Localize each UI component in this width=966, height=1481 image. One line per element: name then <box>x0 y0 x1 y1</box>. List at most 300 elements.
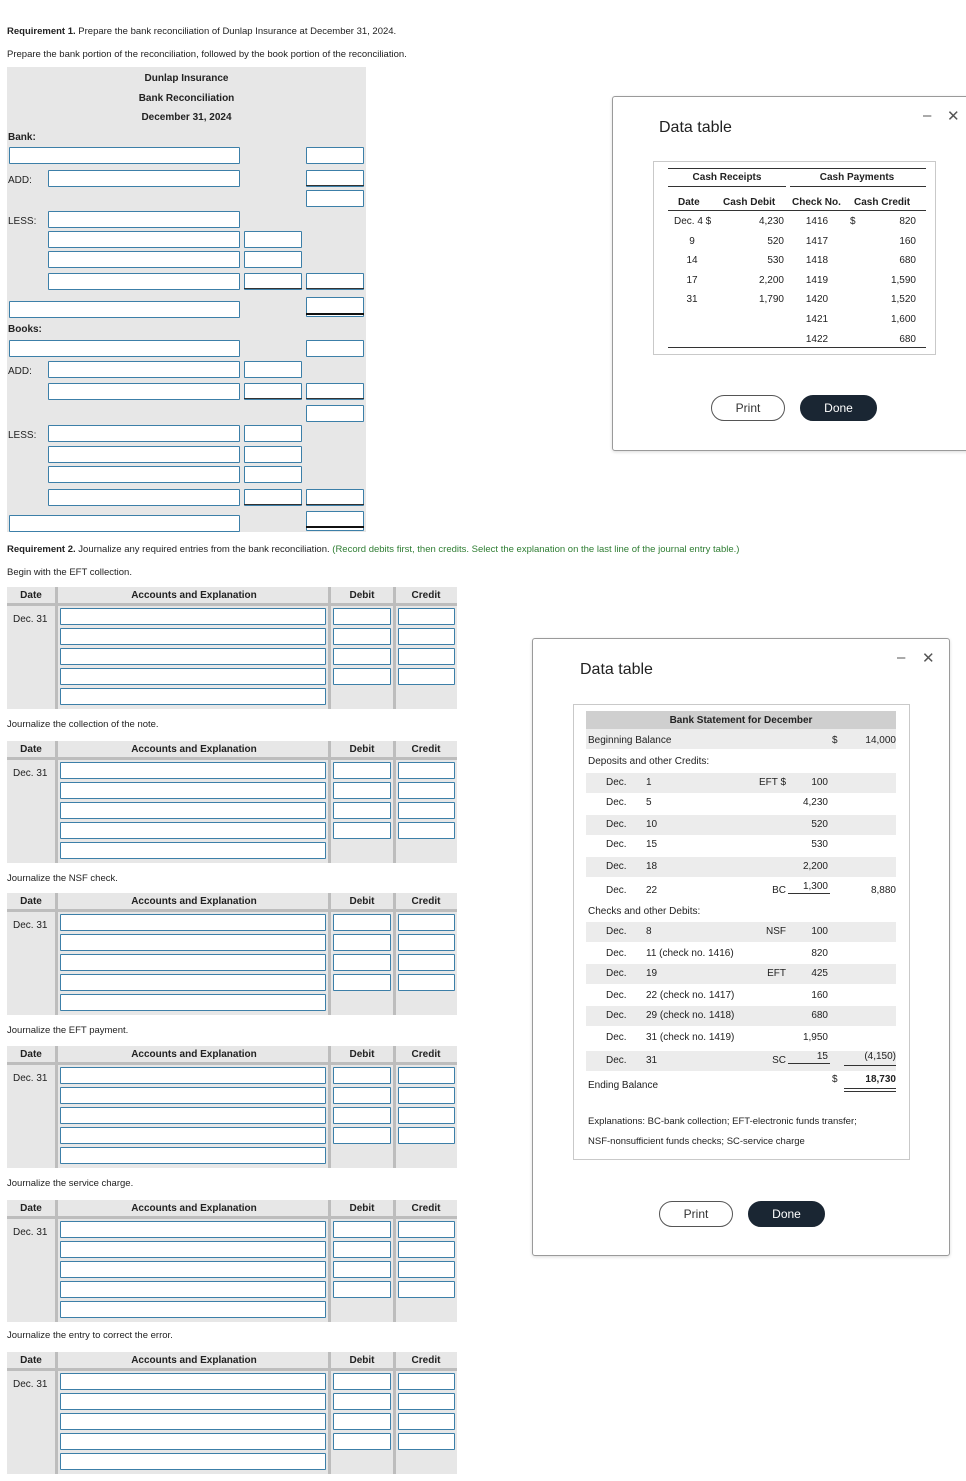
books-less-description-2[interactable] <box>48 446 240 463</box>
journal-account-field[interactable] <box>60 1087 326 1104</box>
journal-account-field[interactable] <box>60 1107 326 1124</box>
journal-col-debit: Debit <box>349 1203 375 1214</box>
group-rule <box>668 186 786 187</box>
journal-divider <box>328 1352 331 1474</box>
underline <box>306 185 364 186</box>
journal-debit-field[interactable] <box>333 954 391 971</box>
journal-debit-field[interactable] <box>333 608 391 625</box>
journal-account-field[interactable] <box>60 1147 326 1164</box>
journal-prompt: Journalize the entry to correct the error. <box>7 1330 173 1341</box>
deposit-amount: 530 <box>811 839 828 850</box>
journal-account-field[interactable] <box>60 648 326 665</box>
journal-col-date: Date <box>20 590 42 601</box>
underline <box>244 288 302 289</box>
underline <box>244 504 302 505</box>
journal-date: Dec. 31 <box>13 920 48 931</box>
journal-credit-field[interactable] <box>398 822 455 839</box>
reconciliation-title: Bank Reconciliation <box>138 93 235 104</box>
deposit-day: 5 <box>646 797 652 808</box>
ending-balance-value: 18,730 <box>865 1074 896 1085</box>
debit-day: 29 (check no. 1418) <box>646 1010 735 1021</box>
journal-header-rule <box>7 909 457 912</box>
data-table-popup-cash <box>612 96 966 451</box>
journal-account-field[interactable] <box>60 608 326 625</box>
bank-label: Bank: <box>8 132 36 143</box>
journal-account-field[interactable] <box>60 762 326 779</box>
journal-divider <box>55 1352 58 1474</box>
journal-credit-field[interactable] <box>398 954 455 971</box>
total-rule <box>844 1088 896 1089</box>
books-balance-amount[interactable] <box>306 340 364 357</box>
journal-debit-field[interactable] <box>333 1107 391 1124</box>
journal-account-field[interactable] <box>60 802 326 819</box>
receipt-amount: 530 <box>767 255 784 267</box>
journal-debit-field[interactable] <box>333 934 391 951</box>
data-table-popup-statement <box>532 638 950 1256</box>
journal-divider <box>55 741 58 863</box>
requirement1-line2: Prepare the bank portion of the reconciliation, followed by the book portion of the reconciliation. <box>7 49 407 60</box>
journal-divider <box>393 1352 396 1474</box>
minimize-icon[interactable]: – <box>923 107 932 124</box>
books-add-label: ADD: <box>8 366 32 377</box>
journal-credit-field[interactable] <box>398 782 455 799</box>
debit-code: SC <box>772 1055 786 1066</box>
journal-col-date: Date <box>20 1203 42 1214</box>
reconciliation-date: December 31, 2024 <box>141 112 232 123</box>
journal-debit-field[interactable] <box>333 1433 391 1450</box>
beginning-balance-label: Beginning Balance <box>588 735 672 746</box>
deposit-day: 1 <box>646 777 652 788</box>
check-number: 1418 <box>805 255 829 267</box>
dollar-sign: $ <box>850 216 856 227</box>
deposit-amount: 100 <box>811 777 828 788</box>
journal-credit-field[interactable] <box>398 762 455 779</box>
journal-col-debit: Debit <box>349 1355 375 1366</box>
popup-title: Data table <box>659 119 732 136</box>
journal-debit-field[interactable] <box>333 762 391 779</box>
total-rule <box>844 1065 896 1066</box>
journal-account-field[interactable] <box>60 822 326 839</box>
debit-amount: 680 <box>811 1010 828 1021</box>
journal-date: Dec. 31 <box>13 768 48 779</box>
journal-account-field[interactable] <box>60 842 326 859</box>
journal-debit-field[interactable] <box>333 1127 391 1144</box>
journal-debit-field[interactable] <box>333 1241 391 1258</box>
journal-divider <box>328 1046 331 1168</box>
check-number: 1416 <box>805 216 829 227</box>
journal-debit-field[interactable] <box>333 1221 391 1238</box>
explanations-line-2: NSF-nonsufficient funds checks; SC-service charge <box>588 1136 805 1147</box>
bank-statement-table <box>573 704 910 1160</box>
journal-account-field[interactable] <box>60 994 326 1011</box>
deposit-day: 22 <box>646 885 658 896</box>
underline <box>306 288 364 289</box>
receipt-amount: 2,200 <box>758 274 784 286</box>
bank-balance-description[interactable] <box>9 147 240 164</box>
books-balance-description[interactable] <box>9 340 240 357</box>
journal-debit-field[interactable] <box>333 974 391 991</box>
debit-day: 31 <box>646 1055 658 1066</box>
receipt-amount: 520 <box>767 235 784 247</box>
journal-credit-field[interactable] <box>398 1107 455 1124</box>
debit-amount: 100 <box>811 926 828 937</box>
journal-account-field[interactable] <box>60 1413 326 1430</box>
journal-credit-field[interactable] <box>398 934 455 951</box>
deposit-amount: 4,230 <box>802 797 828 808</box>
col-check-no: Check No. <box>792 197 841 208</box>
journal-col-accounts: Accounts and Explanation <box>131 1355 257 1366</box>
ending-balance-label: Ending Balance <box>588 1080 659 1091</box>
deposits-label: Deposits and other Credits: <box>588 756 710 767</box>
journal-divider <box>328 893 331 1015</box>
journal-debit-field[interactable] <box>333 1393 391 1410</box>
debit-day: 31 (check no. 1419) <box>646 1032 735 1043</box>
deposit-month: Dec. <box>606 797 627 808</box>
books-less-description-1[interactable] <box>48 425 240 442</box>
journal-header-rule <box>7 603 457 606</box>
journal-account-field[interactable] <box>60 668 326 685</box>
table-bottom-rule <box>668 347 926 348</box>
deposit-amount: 2,200 <box>802 861 828 872</box>
journal-col-credit: Credit <box>411 590 441 601</box>
journal-debit-field[interactable] <box>333 1087 391 1104</box>
journal-credit-field[interactable] <box>398 1373 455 1390</box>
total-rule <box>844 1091 896 1092</box>
debit-amount: 820 <box>811 948 828 959</box>
journal-account-field[interactable] <box>60 1301 326 1318</box>
deposit-month: Dec. <box>606 819 627 830</box>
receipt-date: 17 <box>686 274 698 286</box>
journal-header-rule <box>7 1368 457 1371</box>
journal-account-field[interactable] <box>60 1127 326 1144</box>
journal-prompt: Journalize the collection of the note. <box>7 719 159 730</box>
row-shade <box>586 815 896 835</box>
journal-account-field[interactable] <box>60 1067 326 1084</box>
underline <box>244 398 302 399</box>
journal-debit-field[interactable] <box>333 668 391 685</box>
journal-credit-field[interactable] <box>398 914 455 931</box>
cash-credit: 820 <box>899 216 916 227</box>
done-button[interactable]: Done <box>800 395 877 421</box>
cash-credit: 1,590 <box>890 274 916 286</box>
deposit-month: Dec. <box>606 839 627 850</box>
books-adjusted-balance-label[interactable] <box>9 515 240 532</box>
journal-col-credit: Credit <box>411 896 441 907</box>
journal-account-field[interactable] <box>60 1221 326 1238</box>
journal-prompt: Journalize the EFT payment. <box>7 1025 129 1036</box>
journal-account-field[interactable] <box>60 1453 326 1470</box>
debit-amount: 1,950 <box>802 1032 828 1043</box>
print-button[interactable]: Print <box>711 395 785 421</box>
debit-month: Dec. <box>606 948 627 959</box>
journal-account-field[interactable] <box>60 934 326 951</box>
books-less-amount-1[interactable] <box>244 425 302 442</box>
requirement1-line1 <box>7 26 396 37</box>
journal-date: Dec. 31 <box>13 614 48 625</box>
journal-account-field[interactable] <box>60 1373 326 1390</box>
journal-col-date: Date <box>20 896 42 907</box>
check-number: 1419 <box>805 274 829 286</box>
journal-credit-field[interactable] <box>398 1433 455 1450</box>
requirement1-text: Prepare the bank reconciliation of Dunlap Insurance at December 31, 2024. <box>78 26 397 37</box>
journal-col-accounts: Accounts and Explanation <box>131 590 257 601</box>
journal-col-debit: Debit <box>349 590 375 601</box>
journal-debit-field[interactable] <box>333 802 391 819</box>
explanations-line-1: Explanations: BC-bank collection; EFT-electronic funds transfer; <box>588 1116 857 1127</box>
books-less-amount-3[interactable] <box>244 466 302 483</box>
journal-debit-field[interactable] <box>333 648 391 665</box>
journal-credit-field[interactable] <box>398 1393 455 1410</box>
receipt-date: 14 <box>686 255 698 267</box>
journal-divider <box>55 1200 58 1322</box>
journal-col-debit: Debit <box>349 1049 375 1060</box>
books-add-amount-1[interactable] <box>244 361 302 378</box>
bank-add-description[interactable] <box>48 170 240 187</box>
journal-col-date: Date <box>20 744 42 755</box>
journal-debit-field[interactable] <box>333 1413 391 1430</box>
journal-account-field[interactable] <box>60 628 326 645</box>
total-rule <box>788 1063 830 1064</box>
journal-divider <box>393 587 396 709</box>
company-name: Dunlap Insurance <box>144 73 229 84</box>
check-number: 1417 <box>805 235 829 247</box>
requirement2-line <box>7 544 739 555</box>
row-shade <box>586 922 896 942</box>
done-button[interactable]: Done <box>748 1201 825 1227</box>
statement-title: Bank Statement for December <box>669 715 813 726</box>
close-icon[interactable]: ✕ <box>922 650 935 667</box>
deposit-month: Dec. <box>606 885 627 896</box>
cash-credit: 680 <box>899 333 916 345</box>
cash-credit: 1,600 <box>890 314 916 325</box>
row-shade <box>586 964 896 984</box>
col-date: Date <box>678 197 700 208</box>
journal-account-field[interactable] <box>60 1241 326 1258</box>
journal-account-field[interactable] <box>60 1261 326 1278</box>
check-number: 1420 <box>805 294 829 306</box>
cash-payments-header: Cash Payments <box>819 172 895 183</box>
journal-debit-field[interactable] <box>333 1067 391 1084</box>
books-less-description-4[interactable] <box>48 489 240 506</box>
deposit-month: Dec. <box>606 861 627 872</box>
debit-month: Dec. <box>606 990 627 1001</box>
bank-balance-amount[interactable] <box>306 147 364 164</box>
dollar-sign: $ <box>832 1074 838 1085</box>
header-rule <box>668 210 926 211</box>
underline <box>306 398 364 399</box>
journal-account-field[interactable] <box>60 1433 326 1450</box>
journal-account-field[interactable] <box>60 782 326 799</box>
beginning-balance-value: 14,000 <box>865 735 896 746</box>
journal-header-rule <box>7 1062 457 1065</box>
journal-divider <box>55 893 58 1015</box>
journal-divider <box>55 587 58 709</box>
cash-records-table <box>653 161 936 355</box>
debits-total: (4,150) <box>864 1051 896 1062</box>
journal-divider <box>393 741 396 863</box>
row-shade <box>586 857 896 877</box>
books-less-amount-2[interactable] <box>244 446 302 463</box>
check-number: 1422 <box>805 333 829 345</box>
group-rule <box>790 186 926 187</box>
journal-debit-field[interactable] <box>333 782 391 799</box>
bank-adjusted-subtotal[interactable] <box>306 190 364 207</box>
journal-prompt: Begin with the EFT collection. <box>7 567 132 578</box>
journal-col-accounts: Accounts and Explanation <box>131 744 257 755</box>
journal-col-accounts: Accounts and Explanation <box>131 1203 257 1214</box>
journal-account-field[interactable] <box>60 688 326 705</box>
cash-credit: 1,520 <box>890 294 916 306</box>
row-shade <box>586 773 896 793</box>
debit-amount: 425 <box>811 968 828 979</box>
journal-col-credit: Credit <box>411 1355 441 1366</box>
journal-date: Dec. 31 <box>13 1073 48 1084</box>
bank-less-label: LESS: <box>8 216 37 227</box>
books-add-description-1[interactable] <box>48 361 240 378</box>
journal-debit-field[interactable] <box>333 822 391 839</box>
journal-debit-field[interactable] <box>333 628 391 645</box>
bank-less-description-1[interactable] <box>48 211 240 228</box>
deposit-month: Dec. <box>606 777 627 788</box>
double-underline <box>306 526 364 528</box>
total-rule <box>788 893 830 894</box>
journal-divider <box>393 1046 396 1168</box>
journal-credit-field[interactable] <box>398 974 455 991</box>
bank-less-description-2[interactable] <box>48 231 240 248</box>
journal-debit-field[interactable] <box>333 1373 391 1390</box>
journal-credit-field[interactable] <box>398 1127 455 1144</box>
bank-less-amount-2[interactable] <box>244 231 302 248</box>
journal-date: Dec. 31 <box>13 1227 48 1238</box>
checks-label: Checks and other Debits: <box>588 906 701 917</box>
minimize-icon[interactable]: – <box>897 649 906 666</box>
journal-credit-field[interactable] <box>398 608 455 625</box>
double-underline <box>306 313 364 315</box>
journal-col-date: Date <box>20 1049 42 1060</box>
row-shade <box>586 1006 896 1026</box>
cash-receipts-header: Cash Receipts <box>692 172 762 183</box>
books-less-description-3[interactable] <box>48 466 240 483</box>
debit-day: 11 (check no. 1416) <box>646 948 734 959</box>
journal-col-debit: Debit <box>349 744 375 755</box>
debit-day: 19 <box>646 968 658 979</box>
books-label: Books: <box>8 324 42 335</box>
journal-divider <box>328 587 331 709</box>
journal-credit-field[interactable] <box>398 648 455 665</box>
journal-credit-field[interactable] <box>398 668 455 685</box>
receipt-date: 31 <box>686 294 698 306</box>
books-adjusted-balance[interactable] <box>306 511 364 531</box>
deposit-code: BC <box>772 885 786 896</box>
deposit-day: 15 <box>646 839 658 850</box>
journal-col-debit: Debit <box>349 896 375 907</box>
journal-debit-field[interactable] <box>333 914 391 931</box>
books-add-description-2[interactable] <box>48 383 240 400</box>
journal-col-credit: Credit <box>411 744 441 755</box>
journal-prompt: Journalize the NSF check. <box>7 873 118 884</box>
popup-title: Data table <box>580 661 653 678</box>
books-less-label: LESS: <box>8 430 37 441</box>
deposit-amount: 1,300 <box>802 881 828 892</box>
deposit-day: 18 <box>646 861 658 872</box>
journal-credit-field[interactable] <box>398 1261 455 1278</box>
dollar-sign: $ <box>832 735 838 746</box>
print-button[interactable]: Print <box>659 1201 733 1227</box>
journal-account-field[interactable] <box>60 954 326 971</box>
journal-divider <box>393 1200 396 1322</box>
journal-account-field[interactable] <box>60 1393 326 1410</box>
requirement1-label: Requirement 1. <box>7 26 76 37</box>
journal-header-rule <box>7 1216 457 1219</box>
deposits-total: 8,880 <box>870 885 896 896</box>
journal-credit-field[interactable] <box>398 1241 455 1258</box>
receipt-date: Dec. 4 $ <box>674 216 712 227</box>
receipt-amount: 1,790 <box>758 294 784 306</box>
journal-col-credit: Credit <box>411 1203 441 1214</box>
journal-account-field[interactable] <box>60 914 326 931</box>
bank-less-amount-3[interactable] <box>244 251 302 268</box>
deposit-day: 10 <box>646 819 658 830</box>
debit-month: Dec. <box>606 1055 627 1066</box>
debit-month: Dec. <box>606 1010 627 1021</box>
journal-account-field[interactable] <box>60 974 326 991</box>
debit-month: Dec. <box>606 926 627 937</box>
debit-code: EFT <box>767 968 786 979</box>
check-number: 1421 <box>805 314 829 325</box>
journal-credit-field[interactable] <box>398 1281 455 1298</box>
journal-credit-field[interactable] <box>398 1067 455 1084</box>
journal-col-credit: Credit <box>411 1049 441 1060</box>
journal-divider <box>328 1200 331 1322</box>
journal-divider <box>328 741 331 863</box>
journal-credit-field[interactable] <box>398 1221 455 1238</box>
underline <box>306 504 364 505</box>
journal-credit-field[interactable] <box>398 1413 455 1430</box>
journal-account-field[interactable] <box>60 1281 326 1298</box>
debit-amount: 160 <box>811 990 828 1001</box>
books-subtotal[interactable] <box>306 405 364 422</box>
bank-add-label: ADD: <box>8 175 32 186</box>
requirement2-instruction: (Record debits first, then credits. Select the explanation on the last line of the journal entry table.) <box>332 544 740 555</box>
cash-credit: 680 <box>899 255 916 267</box>
bank-less-description-4[interactable] <box>48 273 240 290</box>
debit-day: 8 <box>646 926 652 937</box>
journal-credit-field[interactable] <box>398 802 455 819</box>
deposit-code: EFT $ <box>758 777 786 788</box>
col-cash-debit: Cash Debit <box>723 197 776 208</box>
receipt-date: 9 <box>689 235 695 247</box>
requirement2-label: Requirement 2. <box>7 544 76 555</box>
journal-debit-field[interactable] <box>333 1261 391 1278</box>
table-top-rule <box>668 168 926 169</box>
journal-col-accounts: Accounts and Explanation <box>131 896 257 907</box>
requirement2-text: Journalize any required entries from the bank reconciliation. <box>78 544 330 555</box>
journal-credit-field[interactable] <box>398 628 455 645</box>
journal-debit-field[interactable] <box>333 1281 391 1298</box>
receipt-amount: 4,230 <box>758 216 784 227</box>
cash-credit: 160 <box>899 235 916 247</box>
journal-prompt: Journalize the service charge. <box>7 1178 134 1189</box>
debit-month: Dec. <box>606 1032 627 1043</box>
journal-credit-field[interactable] <box>398 1087 455 1104</box>
close-icon[interactable]: ✕ <box>947 108 960 125</box>
journal-col-date: Date <box>20 1355 42 1366</box>
bank-less-description-3[interactable] <box>48 251 240 268</box>
journal-col-accounts: Accounts and Explanation <box>131 1049 257 1060</box>
col-cash-credit: Cash Credit <box>854 197 911 208</box>
bank-adjusted-balance-label[interactable] <box>9 301 240 318</box>
debit-amount: 15 <box>816 1051 828 1062</box>
